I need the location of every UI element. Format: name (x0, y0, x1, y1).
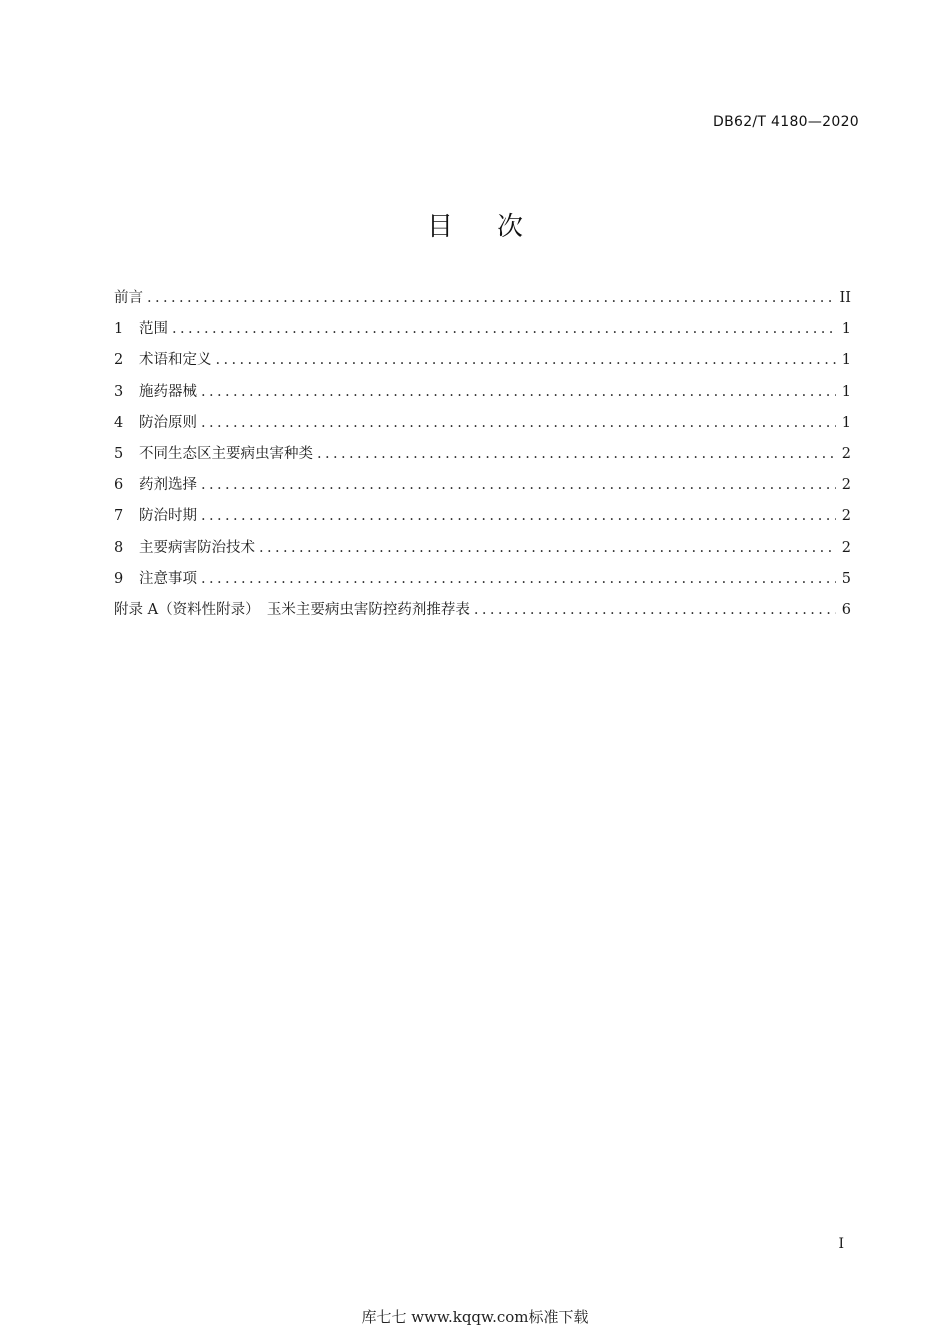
toc-leader-dots (201, 567, 836, 591)
toc-leader-dots (172, 317, 836, 341)
toc-entry-label: 不同生态区主要病虫害种类 (139, 445, 313, 462)
toc-entry-5[interactable] (114, 442, 851, 473)
footer-watermark-text: 库七七 www.kqqw.com标准下载 (361, 1308, 589, 1326)
toc-leader-dots (147, 286, 834, 310)
toc-entry-page: 2 (841, 508, 851, 525)
toc-entry-label: 范围 (139, 321, 168, 338)
toc-leader-dots (317, 442, 836, 466)
toc-entry-page: 1 (841, 383, 851, 400)
toc-leader-dots (201, 504, 836, 528)
toc-entry-number: 6 (114, 477, 124, 494)
toc-entry-number: 7 (114, 508, 124, 525)
toc-leader-dots (259, 536, 836, 560)
toc-entry-number: 4 (114, 414, 124, 431)
toc-entry-number: 8 (114, 539, 124, 556)
toc-leader-dots (201, 411, 836, 435)
table-of-contents (114, 286, 851, 629)
toc-entry-page: 2 (841, 445, 851, 462)
toc-entry-page: 6 (841, 601, 851, 618)
toc-entry-number: 9 (114, 570, 124, 587)
toc-entry-3[interactable] (114, 380, 851, 411)
toc-entry-label: 注意事项 (139, 570, 197, 587)
toc-entry-page: 1 (841, 352, 851, 369)
toc-entry-6[interactable] (114, 473, 851, 504)
toc-entry-page: 5 (841, 570, 851, 587)
toc-entry-page: 2 (841, 477, 851, 494)
toc-entry-label: 前言 (114, 290, 143, 306)
toc-entry-label: 附录 A（资料性附录） 玉米主要病虫害防控药剂推荐表 (114, 601, 470, 618)
toc-entry-9[interactable] (114, 567, 851, 598)
toc-title: 目次 (426, 212, 567, 242)
toc-entry-number: 5 (114, 445, 124, 462)
toc-entry-1[interactable] (114, 317, 851, 348)
toc-entry-number: 2 (114, 352, 124, 369)
toc-entry-appendix-a[interactable] (114, 598, 851, 629)
toc-entry-8[interactable] (114, 536, 851, 567)
toc-entry-label: 主要病害防治技术 (139, 539, 255, 556)
toc-entry-2[interactable] (114, 348, 851, 379)
toc-entry-page: II (839, 290, 851, 306)
toc-entry-label: 术语和定义 (139, 352, 212, 369)
toc-leader-dots (201, 380, 836, 404)
toc-entry-label: 药剂选择 (139, 477, 197, 494)
toc-leader-dots (216, 348, 836, 372)
toc-entry-label: 防治时期 (139, 508, 197, 525)
toc-leader-dots (474, 598, 836, 622)
toc-entry-label: 防治原则 (139, 414, 197, 431)
toc-entry-page: 2 (841, 539, 851, 556)
toc-entry-label: 施药器械 (139, 383, 197, 400)
toc-entry-number: 3 (114, 383, 124, 400)
toc-entry-7[interactable] (114, 504, 851, 535)
toc-leader-dots (201, 473, 836, 497)
toc-entry-page: 1 (841, 321, 851, 338)
page-number: I (838, 1236, 844, 1252)
toc-entry-number: 1 (114, 321, 124, 338)
toc-entry-4[interactable] (114, 411, 851, 442)
toc-entry-page: 1 (841, 414, 851, 431)
toc-entry-foreword[interactable] (114, 286, 851, 317)
standard-code: DB62/T 4180—2020 (713, 114, 859, 130)
